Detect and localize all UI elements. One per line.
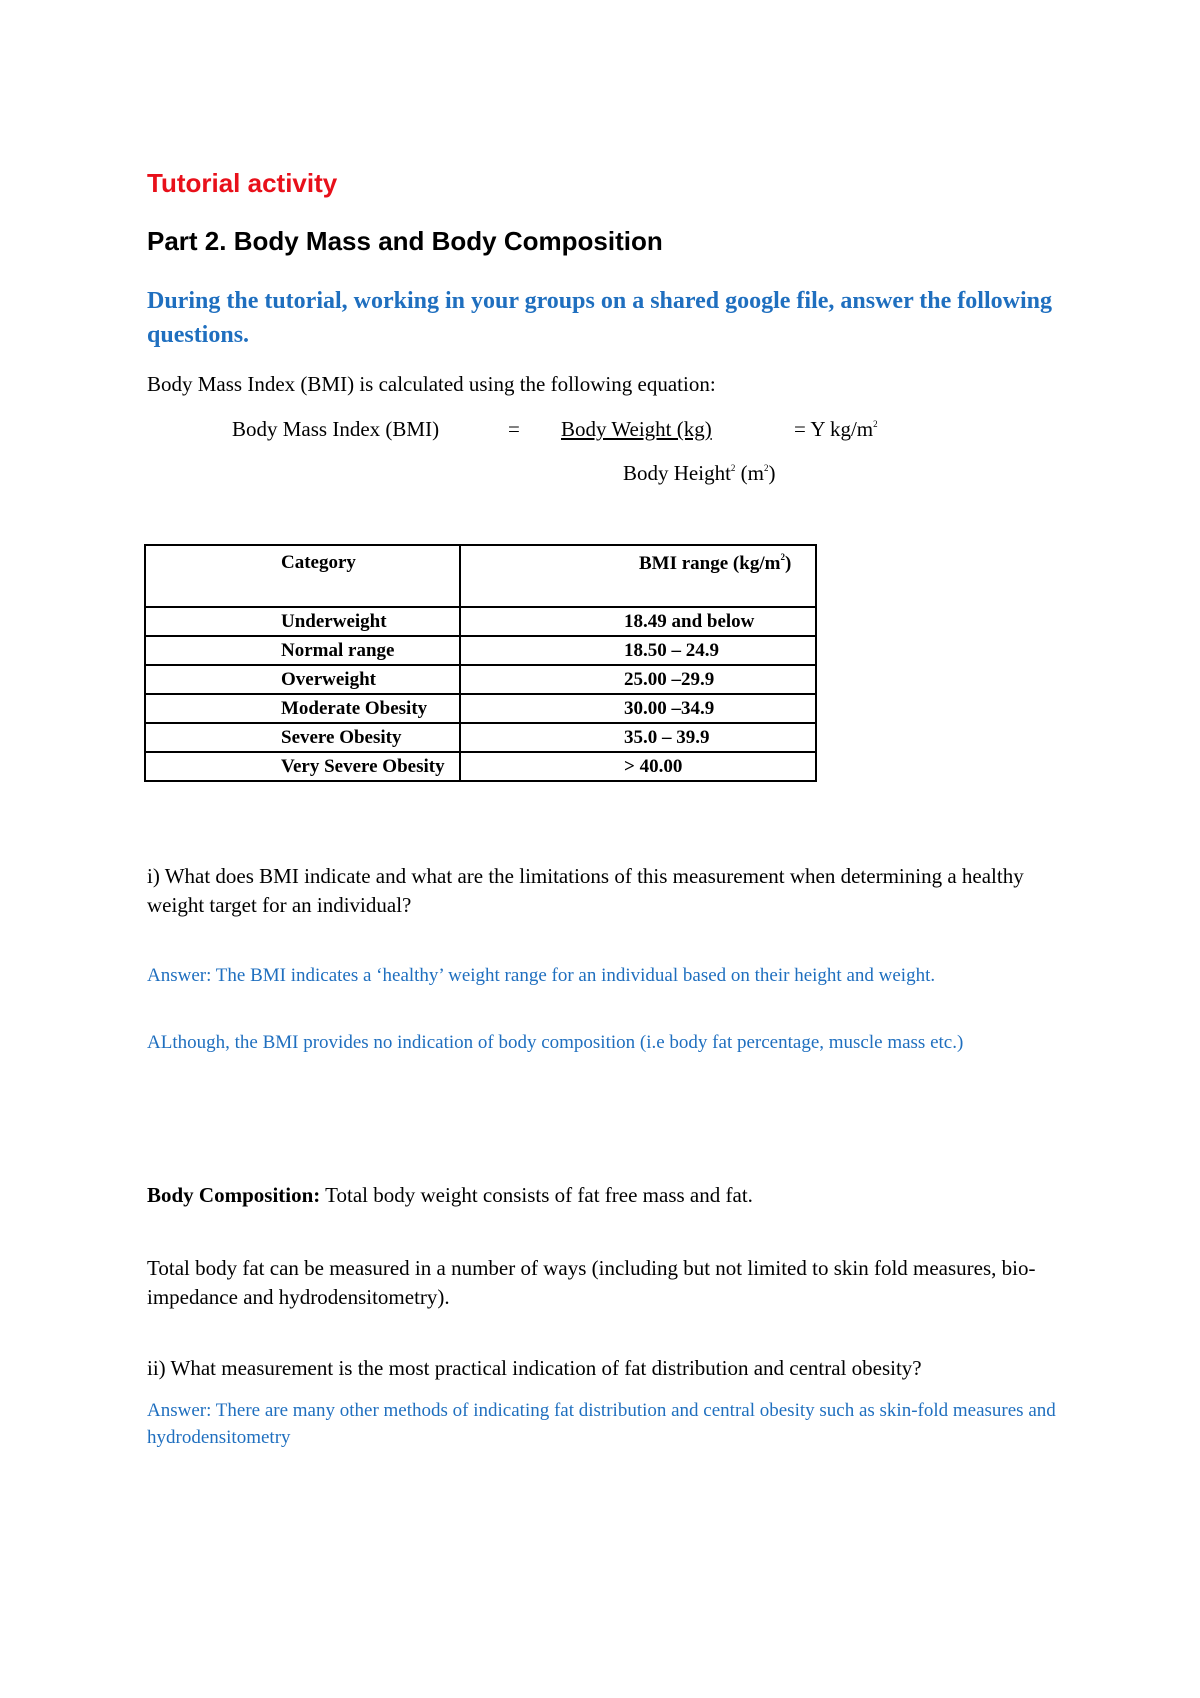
question-2: ii) What measurement is the most practical indication of fat distribution and central obesity? [147, 1356, 922, 1380]
answer-1b: ALthough, the BMI provides no indication of body composition (i.e body fat percentage, muscle mass etc.) [147, 1032, 964, 1053]
instructions-text: During the tutorial, working in your groups on a shared google file, answer the following questions. [147, 288, 1052, 348]
bmi-category-table [144, 544, 817, 782]
table-header-row [145, 545, 816, 607]
body-composition-paragraph [147, 1183, 753, 1208]
formula-lhs: Body Mass Index (BMI) [232, 417, 440, 441]
table-row [145, 607, 816, 636]
formula-numerator: Body Weight (kg) [561, 417, 712, 441]
category-cell: Overweight [145, 665, 460, 694]
formula-denominator: Body Height$^2$ $(m^2)$ [623, 461, 776, 485]
tutorial-title: Tutorial activity [147, 168, 338, 198]
category-cell: Very Severe Obesity [145, 752, 460, 781]
table-row [145, 752, 816, 781]
formula-result: = Y $kg/m^2$ [794, 417, 878, 441]
category-cell: Moderate Obesity [145, 694, 460, 723]
total-body-fat-text: Total body fat can be measured in a number of ways (including but not limited to skin fold measures, bio-impedance and hydrodensitometry). [147, 1256, 1036, 1309]
category-cell: Normal range [145, 636, 460, 665]
category-cell: Underweight [145, 607, 460, 636]
range-cell: 25.00 –29.9 [460, 665, 816, 694]
answer-1a: Answer: The BMI indicates a ‘healthy’ weight range for an individual based on their height and weight. [147, 965, 936, 986]
table-row [145, 636, 816, 665]
question-1: i) What does BMI indicate and what are the limitations of this measurement when determining a healthy weight target for an individual? [147, 864, 1024, 917]
range-cell: 30.00 –34.9 [460, 694, 816, 723]
bmi-intro-text: Body Mass Index (BMI) is calculated using the following equation: [147, 372, 716, 396]
header-bmi-range: BMI range $(kg/m^2)$ [460, 545, 816, 607]
formula-equals: = [508, 417, 520, 441]
range-cell: > 40.00 [460, 752, 816, 781]
table-row [145, 694, 816, 723]
range-cell: 18.50 – 24.9 [460, 636, 816, 665]
header-category: Category [145, 545, 460, 607]
table-row [145, 723, 816, 752]
part-heading: Part 2. Body Mass and Body Composition [147, 226, 663, 256]
range-cell: 35.0 – 39.9 [460, 723, 816, 752]
category-cell: Severe Obesity [145, 723, 460, 752]
range-cell: 18.49 and below [460, 607, 816, 636]
table-row [145, 665, 816, 694]
body-composition-label: Body Composition: [147, 1183, 321, 1207]
body-composition-text: Total body weight consists of fat free mass and fat. [320, 1183, 753, 1207]
answer-2: Answer: There are many other methods of indicating fat distribution and central obesity such as skin-fold measures and hydrodensitometry [147, 1400, 1056, 1448]
